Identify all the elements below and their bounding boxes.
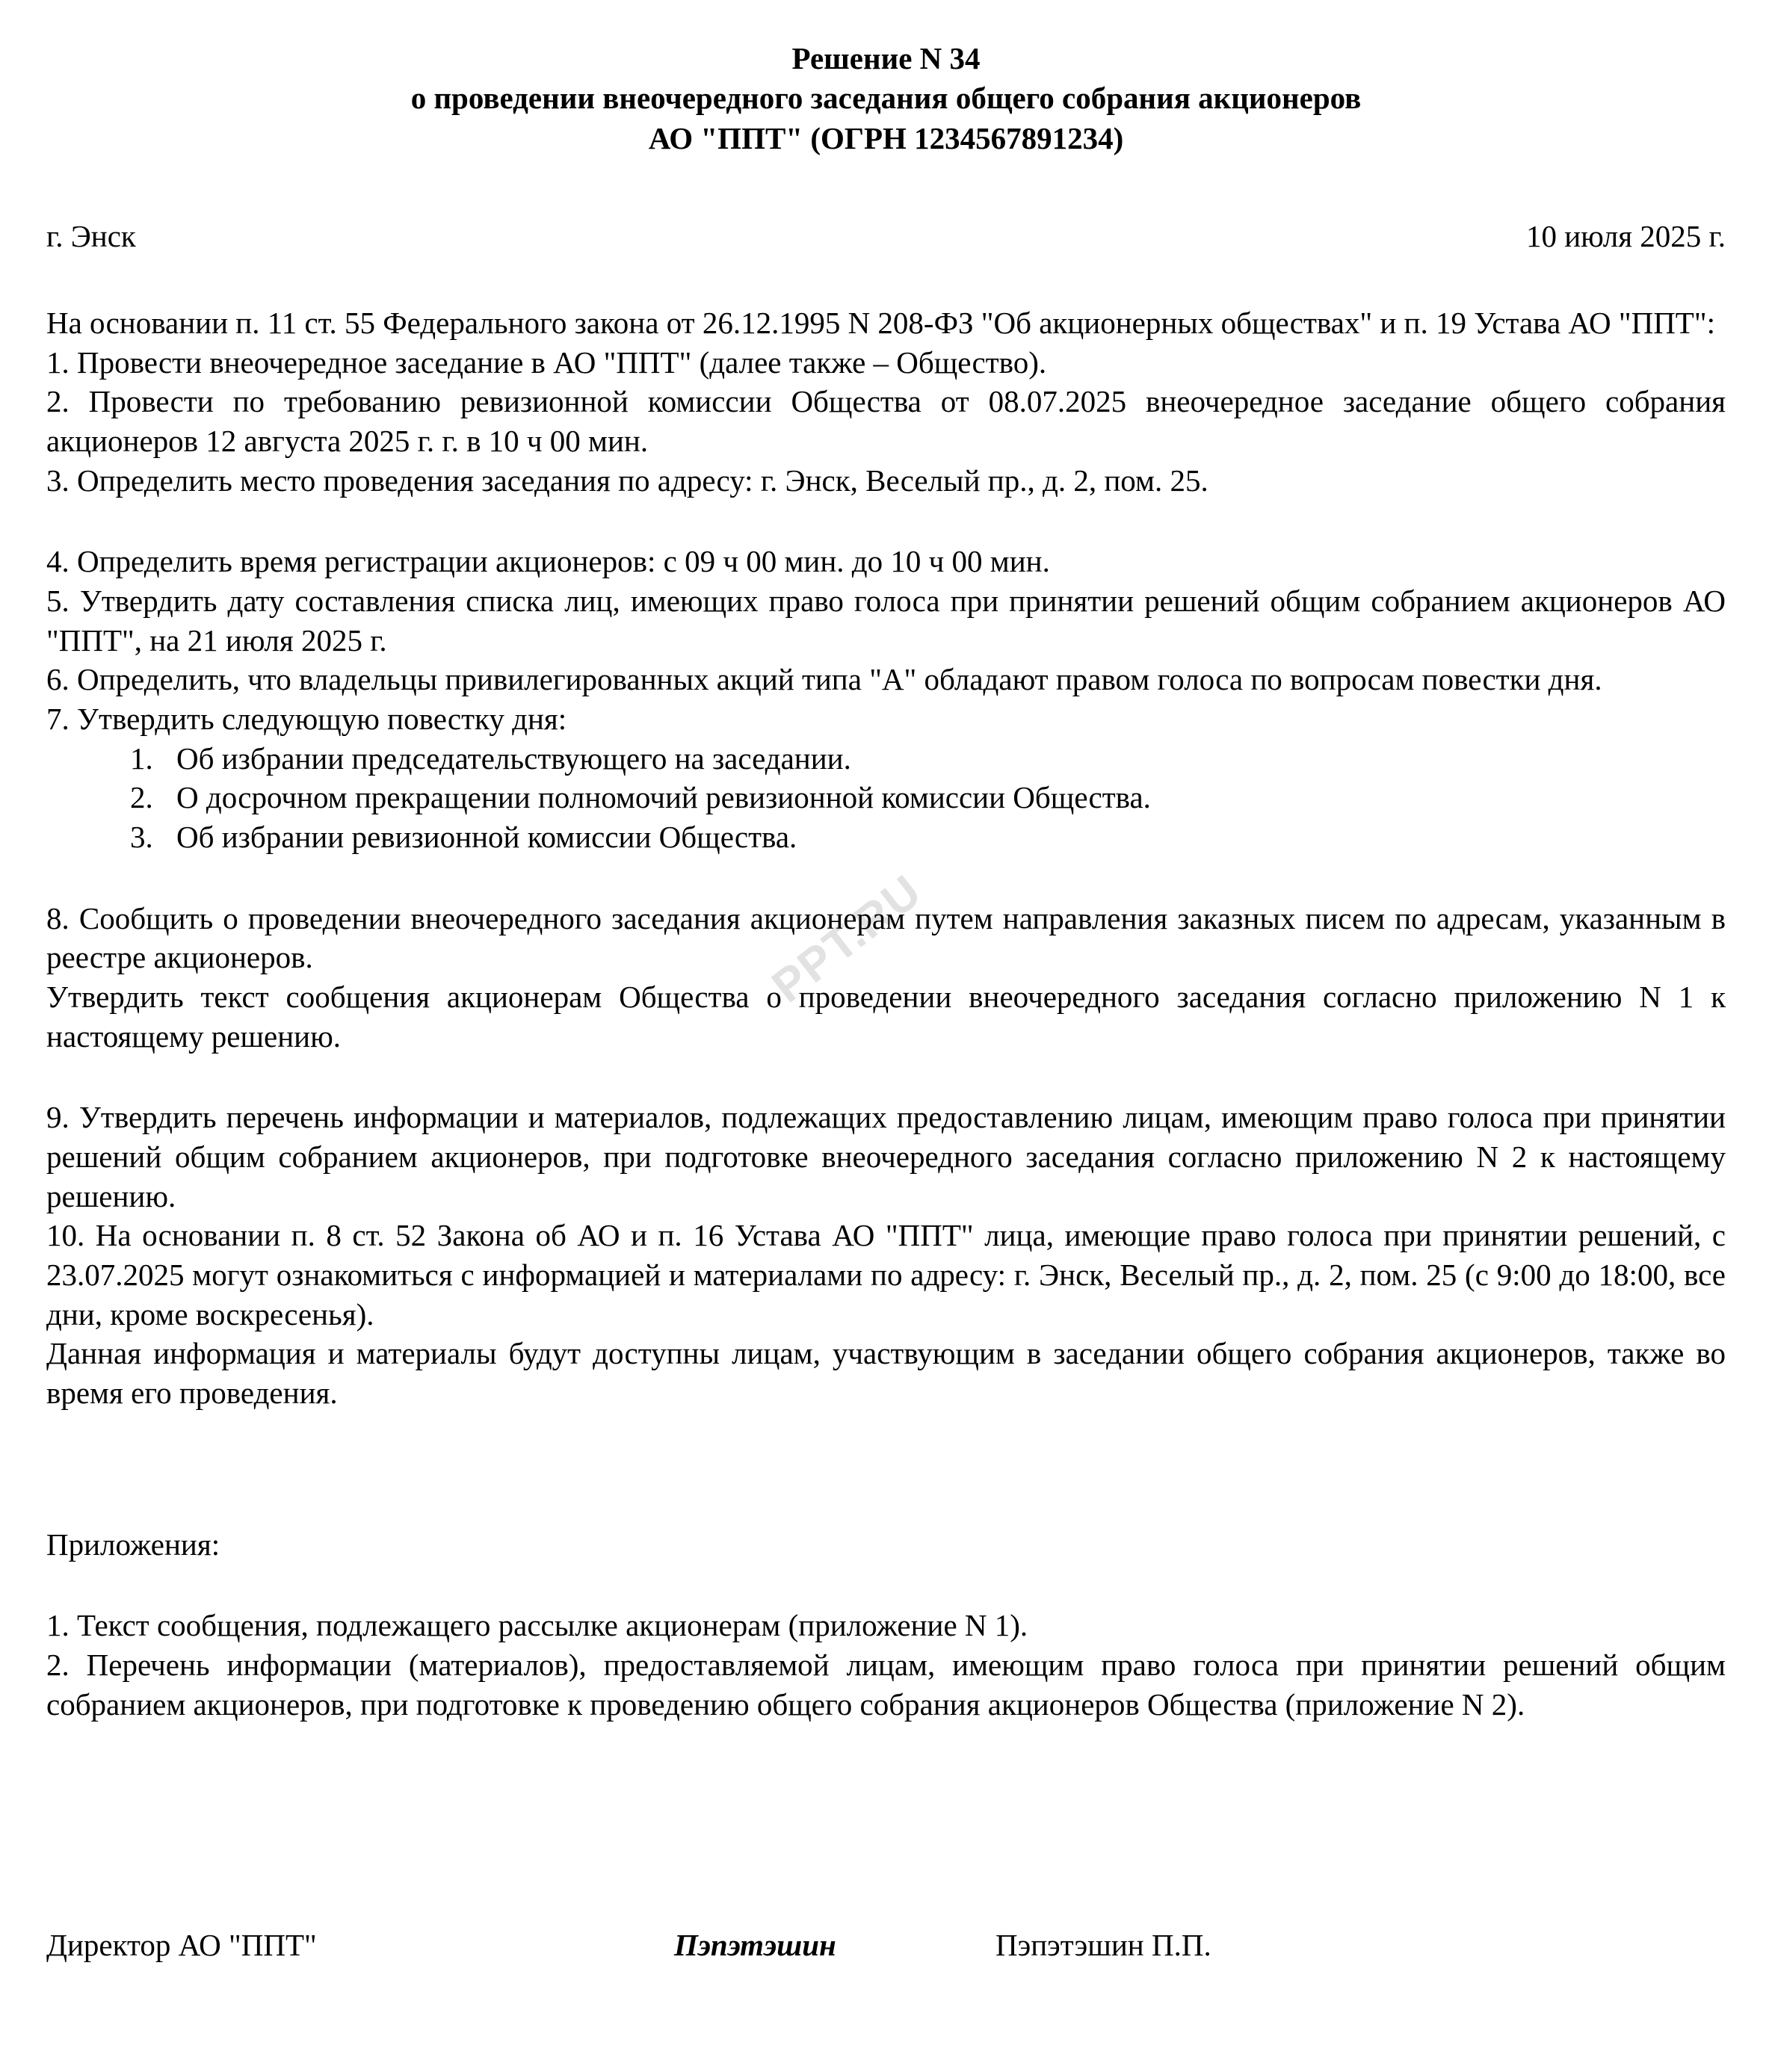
page-title: Решение N 34 (791, 41, 981, 75)
clause-10-continuation: Данная информация и материалы будут доступны лицам, участвующим в заседании общего собрания акционеров, также во время его проведения. (46, 1336, 1726, 1411)
ppt-ru-watermark: PPT.RU (762, 865, 932, 1013)
signatory-name: Пэпэтэшин П.П. (995, 1928, 1211, 1963)
agenda-item-number: 3. (130, 819, 153, 854)
signature-row (46, 1927, 1726, 1963)
agenda-list (46, 739, 1726, 857)
spacer (46, 1564, 1726, 1606)
signatory-role: Директор АО "ППТ" (46, 1928, 317, 1963)
clause-10: 10. На основании п. 8 ст. 52 Закона об АО и п. 16 Устава АО "ППТ" лица, имеющие право голоса при принятии решений, с 23.07.2025 могут ознакомиться с информацией и материалами по адресу: г. Энск, Веселый пр., д. 2, пом. 25 (с 9:00 до 18:00, все дни, кроме воскресенья). (46, 1218, 1726, 1332)
preamble-paragraph: На основании п. 11 ст. 55 Федерального закона от 26.12.1995 N 208-ФЗ "Об акционерных обществах" и п. 19 Устава АО "ППТ": (46, 305, 1715, 340)
document-subtitle-line-1: о проведении внеочередного заседания общего собрания акционеров (410, 81, 1362, 116)
clause-9: 9. Утвердить перечень информации и материалов, подлежащих предоставлению лицам, имеющим право голоса при принятии решений общим собранием акционеров, при подготовке внеочередного заседания согласно приложению N 2 к настоящему решению. (46, 1100, 1726, 1213)
clause-3: 3. Определить место проведения заседания по адресу: г. Энск, Веселый пр., д. 2, пом. 25. (46, 463, 1208, 498)
clause-4: 4. Определить время регистрации акционеров: с 09 ч 00 мин. до 10 ч 00 мин. (46, 544, 1050, 579)
spacer (46, 1413, 1726, 1525)
document-content (46, 0, 1726, 1963)
handwritten-signature: Пэпэтэшин (674, 1928, 836, 1963)
spacer (46, 857, 1726, 899)
spacer (46, 1724, 1726, 1836)
agenda-item-label: Об избрании ревизионной комиссии Общества. (176, 819, 797, 854)
attachments-heading: Приложения: (46, 1527, 220, 1562)
clause-8: 8. Сообщить о проведении внеочередного заседания акционерам путем направления заказных писем по адресам, указанным в реестре акционеров. (46, 900, 1726, 975)
date-label: 10 июля 2025 г. (1525, 218, 1726, 253)
place-and-date-row (46, 218, 1726, 254)
attachment-item-2: 2. Перечень информации (материалов), предоставляемой лицам, имеющим право голоса при принятии решений общим собранием акционеров, при подготовке к проведению общего собрания акционеров Общества (приложение N 2). (46, 1648, 1726, 1722)
clause-6: 6. Определить, что владельцы привилегированных акций типа "А" обладают правом голоса по вопросам повестки дня. (46, 662, 1602, 697)
agenda-item-label: О досрочном прекращении полномочий ревизионной комиссии Общества. (176, 780, 1151, 815)
clause-1: 1. Провести внеочередное заседание в АО "ППТ" (далее также – Общество). (46, 344, 1047, 380)
document-body (46, 303, 1726, 1963)
spacer (46, 1056, 1726, 1098)
clause-5: 5. Утвердить дату составления списка лиц, имеющих право голоса при принятии решений общим собранием акционеров АО "ППТ", на 21 июля 2025 г. (46, 583, 1726, 658)
agenda-item (130, 739, 1726, 779)
clause-2: 2. Провести по требованию ревизионной комиссии Общества от 08.07.2025 внеочередное заседание общего собрания акционеров 12 августа 2025 г. г. в 10 ч 00 мин. (46, 384, 1726, 458)
spacer (46, 1836, 1726, 1908)
attachment-item-1: 1. Текст сообщения, подлежащего рассылке акционерам (приложение N 1). (46, 1608, 1028, 1643)
clause-7: 7. Утвердить следующую повестку дня: (46, 701, 567, 736)
clause-8-continuation: Утвердить текст сообщения акционерам Общества о проведении внеочередного заседания согласно приложению N 1 к настоящему решению. (46, 979, 1726, 1054)
agenda-item-number: 2. (130, 780, 153, 815)
place-label: г. Энск (46, 218, 136, 253)
agenda-item-number: 1. (130, 740, 153, 776)
spacer (46, 500, 1726, 542)
agenda-item-label: Об избрании председательствующего на заседании. (176, 740, 851, 776)
agenda-item (130, 817, 1726, 857)
document-subtitle-line-2: АО "ППТ" (ОГРН 1234567891234) (648, 120, 1124, 155)
agenda-item (130, 778, 1726, 817)
document-header (46, 0, 1726, 158)
